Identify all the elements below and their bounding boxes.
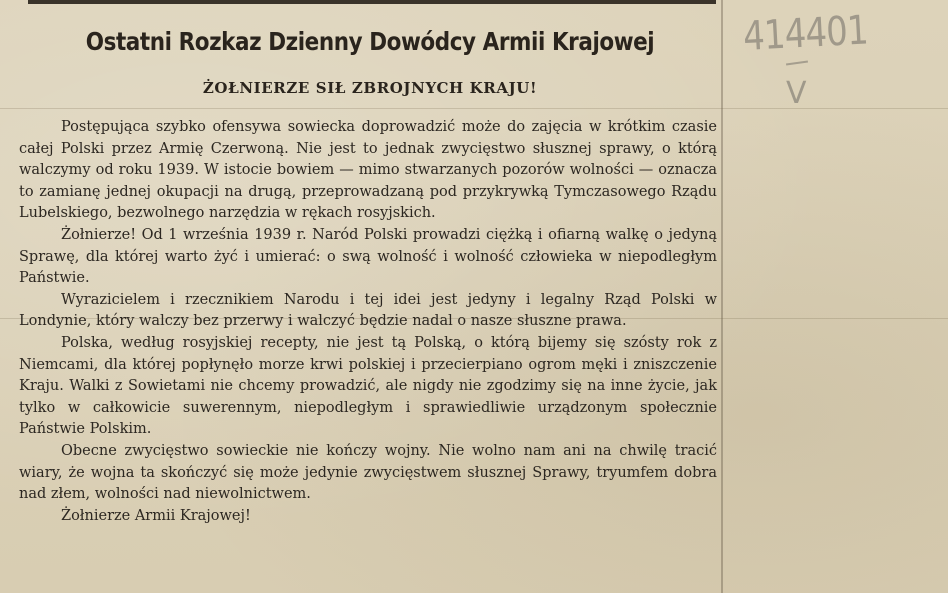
archive-pencil-number: 414401 bbox=[742, 7, 869, 60]
paragraph: Polska, według rosyjskiej recepty, nie jest tą Polską, o którą bijemy się szósty rok z Niemcami, dla której popłynęło morze krwi polskiej i przecierpiano ogrom męki i zniszczenie Kraju. Walki z Sowietami nie chcemy prowadzić, ale nigdy nie zgodzimy się na inne życie, jak tylko w całkowicie suwerennym, niepodległym i sprawiedliwie urządzonym społecznie Państwie Polskim. bbox=[19, 334, 717, 438]
document-body bbox=[19, 117, 717, 527]
document-title: Ostatni Rozkaz Dzienny Dowódcy Armii Krajowej bbox=[85, 27, 655, 56]
paragraph: Wyrazicielem i rzecznikiem Narodu i tej idei jest jedyny i legalny Rząd Polski w Londynie, który walczy bez przerwy i walczyć będzie nadal o nasze słuszne prawa. bbox=[19, 291, 717, 330]
paragraph: Postępująca szybko ofensywa sowiecka doprowadzić może do zajęcia w krótkim czasie całej Polski przez Armię Czerwoną. Nie jest to jednak zwycięstwo słusznej sprawy, o którą walczymy od roku 1939. W istocie bowiem — mimo stwarzanych pozorów wolności — oznacza to zamianę jednej okupacji na drugą, przeprowadzaną pod przykrywką Tymczasowego Rządu Lubelskiego, bezwolnego narzędzia w rękach rosyjskich. bbox=[19, 119, 717, 222]
paragraph: Obecne zwycięstwo sowieckie nie kończy wojny. Nie wolno nam ani na chwilę tracić wiary, że wojna ta skończyć się może jedynie zwycięstwem słusznej Sprawy, tryumfem dobra nad złem, wolności nad niewolnictwem. bbox=[19, 442, 717, 503]
document-subtitle: ŻOŁNIERZE SIŁ ZBROJNYCH KRAJU! bbox=[202, 79, 538, 97]
archive-pencil-dash bbox=[786, 60, 808, 65]
archive-pencil-check: V bbox=[786, 76, 807, 111]
paragraph: Żołnierze! Od 1 września 1939 r. Naród Polski prowadzi ciężką i ofiarną walkę o jedyną Sprawę, dla której warto żyć i umierać: o swą wolność i wolność człowieka w niepodległym Państwie. bbox=[19, 226, 717, 287]
paragraph: Żołnierze Armii Krajowej! bbox=[61, 507, 251, 524]
top-border-rule bbox=[28, 0, 716, 4]
